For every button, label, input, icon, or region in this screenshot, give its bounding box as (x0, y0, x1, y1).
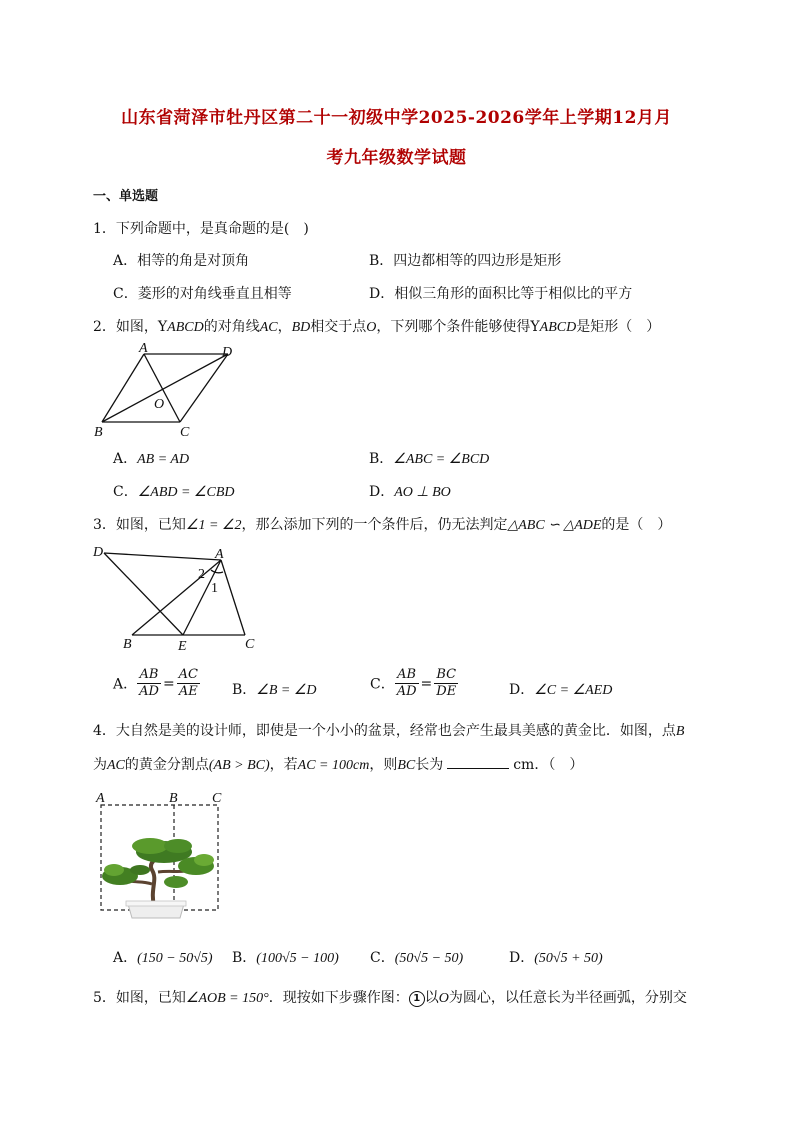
option-letter: B． (232, 950, 257, 966)
option-letter: B． (369, 451, 394, 467)
q2-text: ， (277, 319, 292, 335)
parallelogram-symbol: Y (157, 319, 168, 335)
label-b: B (123, 637, 132, 652)
label-b: B (94, 425, 103, 438)
option-math: ∠ABD = ∠CBD (137, 485, 235, 500)
label-a: A (139, 342, 148, 356)
option-letter: B． (232, 682, 257, 698)
option-letter: A． (113, 950, 138, 966)
q3-similar: △ABC ∽ △ADE (507, 518, 602, 533)
label-e: E (178, 639, 187, 654)
q4-text: 4．大自然是美的设计师，即使是一个小小的盆景，经常也会产生最具美感的黄金比．如图，点 (93, 723, 676, 739)
q5-text: ．现按如下步骤作图： (268, 990, 409, 1006)
q3-angle-eq: ∠1 = ∠2 (185, 518, 242, 533)
q2-text: ，下列哪个条件能够使得 (376, 319, 531, 335)
q4-condition: (AB > BC) (208, 758, 270, 773)
label-a: A (215, 547, 224, 562)
page-title-line2: 考九年级数学试题 (326, 148, 467, 168)
option-math: ∠ABC = ∠BCD (393, 452, 490, 467)
denominator: DE (436, 684, 457, 699)
q3-text: 3．如图，已知 (93, 517, 186, 533)
q4-text: 为 (93, 757, 107, 773)
q1-option-a[interactable]: A．相等的角是对顶角 (113, 253, 250, 269)
equals: = (162, 675, 175, 692)
q2-bd: BD (291, 320, 311, 335)
equals: = (420, 675, 433, 692)
q2-option-a[interactable] (113, 448, 189, 468)
q4-text: ，则 (369, 757, 398, 773)
bonsai-tree-icon (102, 838, 214, 918)
option-letter: D． (509, 682, 535, 698)
label-a: A (96, 791, 105, 806)
q1-stem: 1．下列命题中，是真命题的是( ) (93, 221, 309, 237)
option-math: (100√5 − 100) (256, 951, 339, 966)
q4-text: 的黄金分割点 (124, 757, 209, 773)
q2-stem (93, 316, 660, 336)
label-c: C (180, 425, 190, 438)
q4-option-d[interactable] (509, 947, 603, 967)
numerator: BC (434, 667, 458, 684)
q1-option-b[interactable]: B．四边都相等的四边形是矩形 (369, 253, 562, 269)
q2-parallelogram-figure (92, 342, 242, 438)
fraction (395, 667, 419, 700)
q4-option-a[interactable] (113, 947, 213, 967)
q4-point-b: B (675, 724, 685, 739)
option-letter: C． (370, 676, 395, 693)
label-d: D (93, 545, 104, 560)
q3-text: ，那么添加下列的一个条件后，仍无法判定 (241, 517, 508, 533)
page-title-line1: 山东省菏泽市牡丹区第二十一初级中学2025-2026学年上学期12月月 (121, 108, 672, 128)
numerator: AB (137, 667, 161, 684)
option-math: ∠C = ∠AED (534, 683, 613, 698)
q3-triangle-figure (90, 542, 265, 654)
option-math: ∠B = ∠D (256, 683, 317, 698)
q3-stem (93, 514, 671, 534)
option-letter: C． (113, 484, 138, 500)
q2-abcd: ABCD (167, 320, 204, 335)
q3-option-d[interactable] (509, 679, 612, 699)
q1-option-c[interactable]: C．菱形的对角线垂直且相等 (113, 286, 292, 302)
q4-option-c[interactable] (370, 947, 463, 967)
angle-label-1: 1 (211, 581, 218, 596)
q4-option-b[interactable] (232, 947, 339, 967)
q5-stem (93, 987, 687, 1007)
q5-text: 为圆心，以任意长为半径画弧，分别交 (448, 990, 687, 1006)
q3-option-a[interactable] (113, 667, 200, 700)
parallelogram-symbol: Y (530, 319, 540, 335)
fraction (137, 667, 161, 700)
denominator: AD (396, 684, 417, 699)
option-letter: D． (369, 484, 395, 500)
label-b: B (169, 791, 178, 806)
label-c: C (212, 791, 222, 806)
q3-text: 的是（ ） (601, 517, 672, 533)
q5-angle: ∠AOB = 150° (185, 991, 269, 1006)
numerator: AB (395, 667, 419, 684)
q4-line1 (93, 720, 684, 740)
answer-blank[interactable] (447, 756, 509, 769)
q5-text: 5．如图，已知 (93, 990, 186, 1006)
angle-label-2: 2 (198, 567, 205, 582)
q4-bc: BC (397, 758, 416, 773)
step-number-badge: 1 (409, 991, 425, 1007)
option-math: AB = AD (137, 452, 190, 467)
q2-text: 相交于点 (310, 319, 367, 335)
q2-option-b[interactable] (369, 448, 489, 468)
option-math: (50√5 − 50) (394, 951, 464, 966)
label-o: O (154, 397, 165, 412)
label-c: C (245, 637, 255, 652)
q4-text: 长为 (415, 757, 444, 773)
q4-ac-value: AC = 100cm (297, 758, 370, 773)
section-heading: 一、单选题 (93, 189, 159, 204)
numerator: AC (178, 667, 199, 682)
option-math: (50√5 + 50) (534, 951, 603, 966)
q2-abcd: ABCD (539, 320, 577, 335)
q4-text: cm．（ ） (513, 757, 584, 773)
option-math: AO ⊥ BO (394, 485, 451, 500)
option-letter: A． (113, 451, 138, 467)
q2-num: 2．如图， (93, 319, 158, 335)
fraction (177, 667, 200, 700)
q5-text: 以 (424, 990, 439, 1006)
q2-o: O (366, 320, 377, 335)
q4-line2 (93, 754, 583, 774)
q2-ac: AC (259, 320, 278, 335)
option-math: (150 − 50√5) (137, 951, 213, 966)
q3-option-c[interactable] (370, 667, 458, 700)
q2-text: 的对角线 (203, 319, 260, 335)
label-d: D (222, 345, 233, 360)
q4-ac: AC (107, 758, 125, 773)
q2-text: 是矩形（ ） (576, 319, 661, 335)
q3-option-b[interactable] (232, 679, 317, 699)
q5-point-o: O (438, 991, 449, 1006)
denominator: AE (178, 684, 198, 699)
option-letter: D． (509, 950, 535, 966)
fraction (434, 667, 458, 700)
q1-option-d[interactable]: D．相似三角形的面积比等于相似比的平方 (369, 286, 633, 302)
q4-text: ，若 (269, 757, 298, 773)
option-letter: C． (370, 950, 395, 966)
q4-bonsai-figure (92, 788, 232, 930)
denominator: AD (139, 684, 159, 699)
q2-option-d[interactable] (369, 481, 451, 501)
option-letter: A． (113, 676, 138, 693)
q2-option-c[interactable] (113, 481, 234, 501)
